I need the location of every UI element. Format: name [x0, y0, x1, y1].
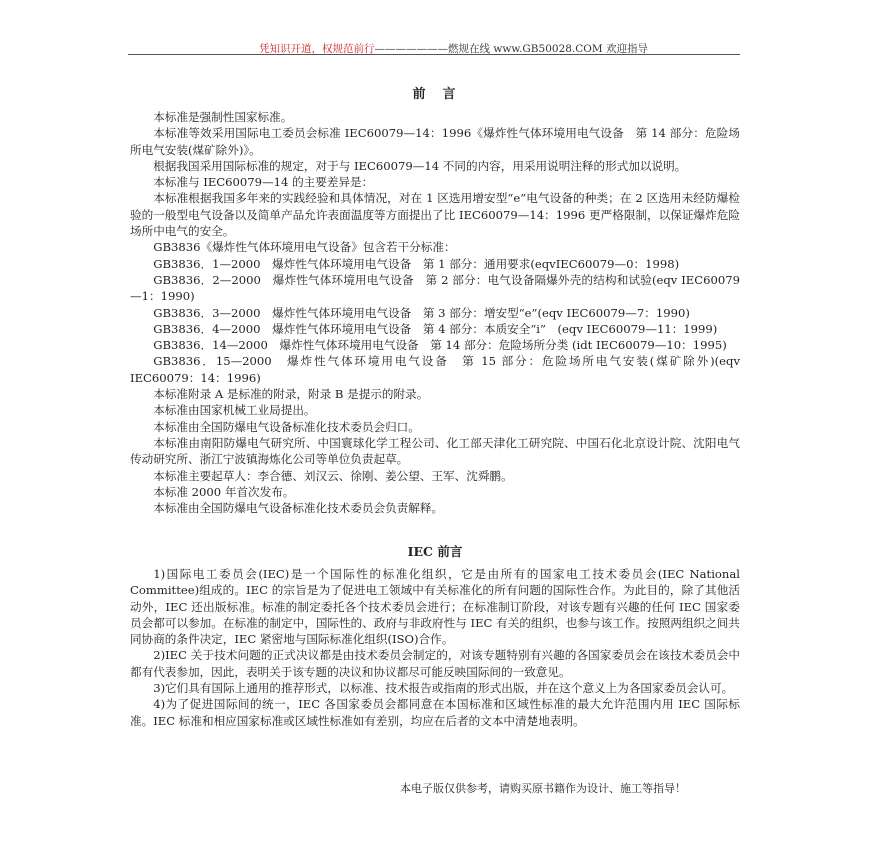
foreword-paragraph: 本标准等效采用国际电工委员会标准 IEC60079—14：1996《爆炸性气体环境用电气设备 第 14 部分：危险场所电气安装(煤矿除外)》。 [130, 126, 740, 157]
page-header [128, 28, 740, 55]
header-tagline: 凭知识开道，权规范前行 [259, 43, 375, 55]
standard-list-item: GB3836．4—2000 爆炸性气体环境用电气设备 第 4 部分：本质安全“i” (eqv IEC60079—11：1999) [153, 321, 718, 336]
foreword-paragraph: 本标准与 IEC60079—14 的主要差异是： [153, 175, 374, 190]
iec-paragraph: 4)为了促进国际间的统一，IEC 各国家委员会都同意在本国标准和区域性标准的最大允许范围内用 IEC 国际标准。IEC 标准和相应国家标准或区域性标准如有差别，均应在后者的文本中清楚地表明。 [130, 697, 740, 728]
standard-list-item: GB3836．2—2000 爆炸性气体环境用电气设备 第 2 部分：电气设备隔爆外壳的结构和试验(eqv IEC60079—1：1990) [130, 272, 740, 304]
foreword-paragraph: 本标准根据我国多年来的实践经验和具体情况，对在 1 区选用增安型“e”电气设备的种类；在 2 区选用未经防爆检验的一般型电气设备以及简单产品允许表面温度等方面提出了比 IEC60079—14：1996 更严格限制，以保证爆炸危险场所中电气的安全。 [130, 191, 740, 239]
iec-paragraph: 2)IEC 关于技术问题的正式决议都是由技术委员会制定的，对该专题特别有兴趣的各国家委员会在该技术委员会中都有代表参加，因此，表明关于该专题的决议和协议都尽可能反映国际间的一致意见。 [130, 648, 740, 679]
foreword-paragraph: 本标准主要起草人：李合德、刘汉云、徐刚、姜公望、王军、沈舜鹏。 [153, 468, 513, 483]
iec-paragraph: 1)国际电工委员会(IEC)是一个国际性的标准化组织，它是由所有的国家电工技术委员会(IEC National Committee)组成的。IEC 的宗旨是为了促进电工领域中有关标准化的所有问题的国际性合作。为此目的，除了其他活动外，IEC 还出版标准。标准的制定委托各个技术委员会进行；在标准制订阶段，对该专题有兴趣的任何 IEC 国家委员会都可以参加。在标准的制定中，国际性的、政府与非政府性与 IEC 有关的组织，也参与该工作。按照两组织之间共同协商的条件决定，IEC 紧密地与国际标准化组织(ISO)合作。 [130, 567, 744, 647]
iec-foreword-title: IEC 前言 [407, 544, 463, 559]
standard-list-item: GB3836．3—2000 爆炸性气体环境用电气设备 第 3 部分：增安型“e”(eqv IEC60079—7：1990) [153, 305, 690, 320]
foreword-paragraph: 本标准由全国防爆电气设备标准化技术委员会归口。 [153, 419, 420, 434]
foreword-paragraph: 本标准是强制性国家标准。 [153, 110, 293, 124]
header-text [259, 41, 648, 56]
foreword-body [130, 109, 744, 516]
standard-list-item: GB3836．15—2000 爆炸性气体环境用电气设备 第 15 部分：危险场所电气安装(煤矿除外)(eqv IEC60079：14：1996) [130, 354, 744, 385]
iec-foreword-body [130, 566, 744, 729]
header-site: 燃规在线 www.GB50028.COM 欢迎指导 [448, 43, 648, 55]
foreword-paragraph: 本标准 2000 年首次发布。 [153, 484, 295, 499]
iec-paragraph: 3)它们具有国际上通用的推荐形式，以标准、技术报告或指南的形式出版，并在这个意义上为各国家委员会认可。 [153, 681, 734, 696]
page-footer: 本电子版仅供参考，请购买原书籍作为设计、施工等指导！ [400, 782, 686, 795]
foreword-paragraph: GB3836《爆炸性气体环境用电气设备》包含若干分标准： [153, 240, 456, 255]
foreword-paragraph: 本标准由南阳防爆电气研究所、中国寰球化学工程公司、化工部天津化工研究院、中国石化北京设计院、沈阳电气传动研究所、浙江宁波镇海炼化公司等单位负责起草。 [130, 435, 740, 467]
foreword-paragraph: 根据我国采用国际标准的规定，对于与 IEC60079—14 不同的内容，用采用说明注释的形式加以说明。 [153, 158, 687, 173]
foreword-paragraph: 本标准附录 A 是标准的附录，附录 B 是提示的附录。 [153, 387, 429, 402]
foreword-paragraph: 本标准由国家机械工业局提出。 [153, 403, 316, 418]
standard-list-item: GB3836．14—2000 爆炸性气体环境用电气设备 第 14 部分：危险场所分类 (idt IEC60079—10：1995) [153, 338, 727, 353]
foreword-paragraph: 本标准由全国防爆电气设备标准化技术委员会负责解释。 [153, 501, 444, 516]
header-separator: ——————— [374, 43, 449, 55]
standard-list-item: GB3836．1—2000 爆炸性气体环境用电气设备 第 1 部分：通用要求(eqvIEC60079—0：1998) [153, 256, 680, 271]
foreword-title: 前 言 [412, 87, 458, 102]
